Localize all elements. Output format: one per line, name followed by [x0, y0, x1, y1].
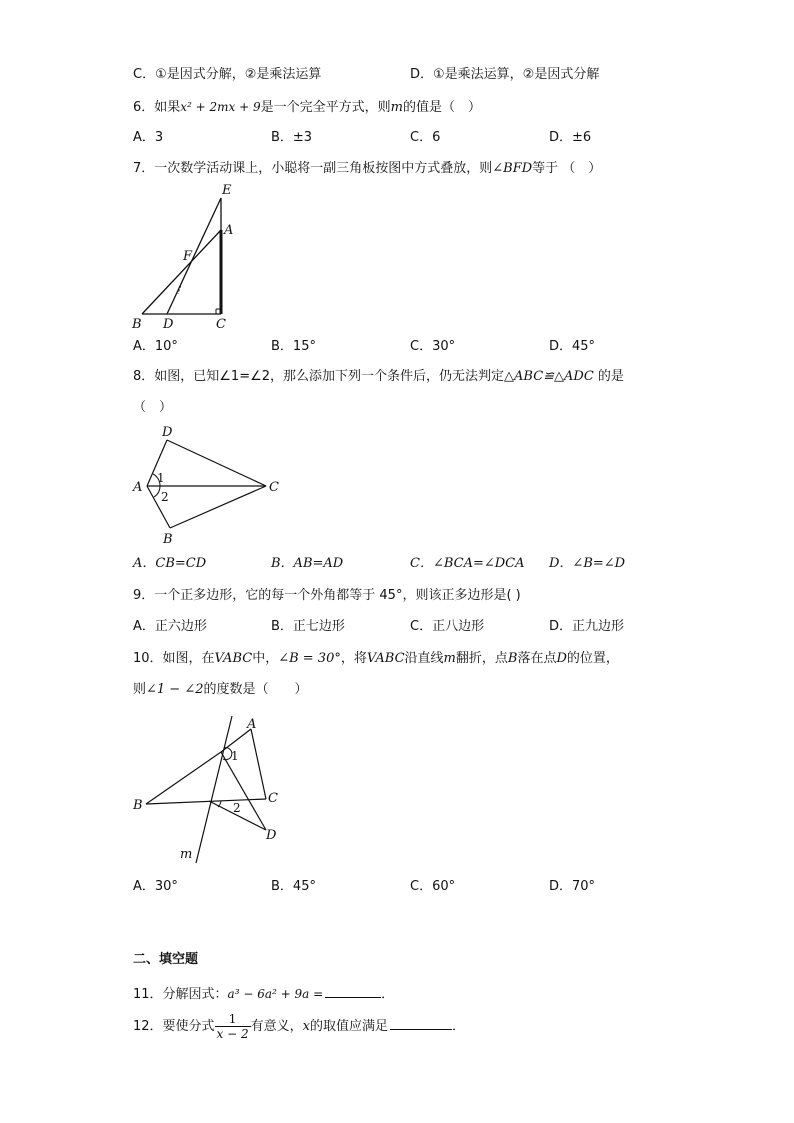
- q8-figure: [130, 422, 285, 546]
- q7-label-f: F: [183, 249, 193, 264]
- q7-figure: [130, 182, 250, 334]
- q10-option-c: C．60°: [410, 879, 456, 894]
- q7-label-d: D: [163, 317, 174, 332]
- q9-option-d: D．正九边形: [549, 619, 625, 634]
- q12-prefix: 12．要使分式: [133, 1019, 215, 1034]
- q11-expr: a³ − 6a² + 9a =: [227, 987, 324, 1001]
- q12-end: ．: [452, 1019, 466, 1034]
- q11-answer-blank[interactable]: [325, 983, 381, 998]
- q8-option-c: C．∠BCA=∠DCA: [410, 556, 525, 571]
- q8-label-a: A: [133, 480, 143, 495]
- q10-angle-2: 2: [233, 801, 241, 815]
- q6-option-c: C．6: [410, 130, 441, 145]
- q8-label-b: B: [163, 532, 173, 546]
- q7-option-b: B．15°: [271, 339, 316, 354]
- q7-suffix: 等于 （ ）: [532, 161, 602, 176]
- q10-label-c: C: [268, 791, 278, 806]
- q10-tri2: VABC: [366, 651, 405, 666]
- q10-m: m: [443, 651, 456, 666]
- q10-t1: 10．如图，在: [133, 651, 215, 666]
- q10-stem-line2: [133, 681, 308, 699]
- q11-suffix: ．: [381, 987, 395, 1002]
- q10-t9: 的度数是（ ）: [203, 682, 308, 697]
- q10-tri1: VABC: [214, 651, 253, 666]
- q7-label-c: C: [216, 317, 226, 332]
- q12-var: x: [302, 1019, 310, 1034]
- q10-t4: 沿直线: [404, 651, 444, 666]
- q8-stem: [133, 368, 624, 386]
- q6-option-b: B．±3: [271, 130, 313, 145]
- q10-t6: 落在点: [517, 651, 557, 666]
- q6-prefix: 6．如果: [133, 100, 181, 115]
- q9-stem: 9．一个正多边形，它的每一个外角都等于 45°，则该正多边形是( ): [133, 588, 521, 603]
- q11-stem: [133, 983, 394, 1004]
- q5-option-d: D．①是乘法运算，②是因式分解: [410, 67, 600, 82]
- q10-angle-b: ∠B = 30°: [278, 651, 341, 666]
- q10-option-b: B．45°: [271, 879, 316, 894]
- q10-d: D: [556, 651, 567, 666]
- q10-t5: 翻折，点: [455, 651, 508, 666]
- q6-stem: [133, 98, 481, 117]
- section-fill-in-title: 二、填空题: [133, 952, 199, 967]
- q9-option-b: B．正七边形: [271, 619, 345, 634]
- q12-stem: [133, 1010, 465, 1044]
- q10-angle-1: 1: [231, 749, 239, 763]
- q8-label-c: C: [269, 480, 279, 495]
- q7-stem: [133, 160, 601, 178]
- q10-stem-line1: [133, 650, 619, 668]
- q5-option-c: C．①是因式分解，②是乘法运算: [133, 67, 322, 82]
- q8-angle-2: 2: [161, 490, 169, 504]
- q6-suffix: 的值是（ ）: [403, 100, 482, 115]
- q10-option-d: D．70°: [549, 879, 596, 894]
- q10-t7: 的位置，: [566, 651, 619, 666]
- q7-prefix: 7．一次数学活动课上，小聪将一副三角板按图中方式叠放，则: [133, 161, 493, 176]
- q8-condition: △ABC≌△ADC: [504, 369, 594, 384]
- q12-numerator: 1: [215, 1012, 251, 1027]
- q10-figure: [130, 708, 290, 868]
- q12-denominator: x − 2: [216, 1027, 249, 1041]
- q7-label-a: A: [224, 223, 234, 238]
- q7-option-a: A．10°: [133, 339, 178, 354]
- q8-option-d: D．∠B=∠D: [549, 556, 626, 571]
- q10-label-a: A: [247, 717, 257, 732]
- q12-mid: 有意义，: [250, 1019, 303, 1034]
- q12-fraction: [215, 1012, 251, 1041]
- q7-label-e: E: [222, 183, 232, 198]
- q6-option-a: A．3: [133, 130, 164, 145]
- q11-prefix: 11．分解因式：: [133, 987, 228, 1002]
- q8-option-a: A．CB=CD: [133, 556, 207, 571]
- q10-t3: ，将: [340, 651, 367, 666]
- q7-angle: ∠BFD: [492, 161, 533, 176]
- q10-option-a: A．30°: [133, 879, 178, 894]
- q10-t8: 则: [133, 682, 147, 697]
- q6-option-d: D．±6: [549, 130, 592, 145]
- q10-expr: ∠1 − ∠2: [146, 682, 204, 697]
- q9-option-c: C．正八边形: [410, 619, 485, 634]
- q10-t2: 中，: [252, 651, 279, 666]
- q10-label-b: B: [133, 798, 143, 813]
- q6-mid: 是一个完全平方式，则: [260, 100, 391, 115]
- q8-option-b: B．AB=AD: [271, 556, 344, 571]
- q8-prefix: 8．如图，已知∠1=∠2，那么添加下列一个条件后，仍无法判定: [133, 369, 505, 384]
- q6-var: m: [390, 100, 403, 115]
- q7-option-c: C．30°: [410, 339, 456, 354]
- q8-suffix: 的是: [593, 369, 624, 384]
- q7-label-b: B: [132, 317, 142, 332]
- q12-suffix: 的取值应满足: [310, 1019, 389, 1034]
- q8-label-d: D: [162, 425, 173, 440]
- q10-label-d: D: [266, 828, 277, 843]
- q12-answer-blank[interactable]: [390, 1015, 452, 1030]
- q10-b: B: [507, 651, 518, 666]
- q6-expression: x² + 2mx + 9: [180, 100, 261, 114]
- q8-paren: （ ）: [133, 400, 173, 415]
- q10-label-m: m: [180, 847, 193, 862]
- q8-angle-1: 1: [157, 471, 165, 485]
- q9-option-a: A．正六边形: [133, 619, 207, 634]
- q7-option-d: D．45°: [549, 339, 596, 354]
